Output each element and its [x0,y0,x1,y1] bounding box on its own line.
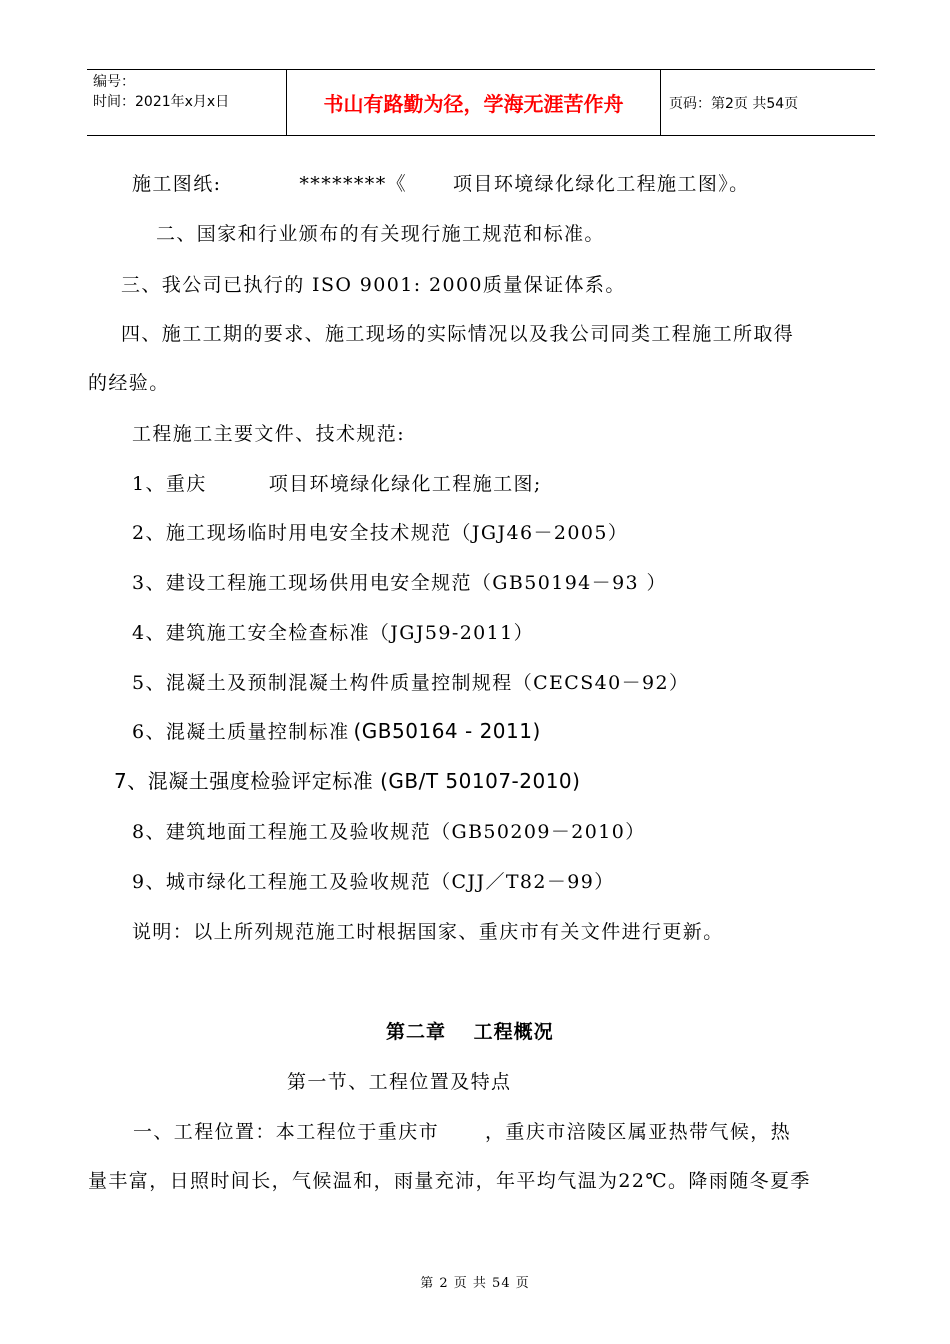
drawing-title: 项目环境绿化绿化工程施工图》。 [453,173,750,195]
spec-item-4: 4、建筑施工安全检查标准（JGJ59-2011） [132,622,535,644]
header-page-code: 页码：第2页 共54页 [669,95,799,112]
spec-heading: 工程施工主要文件、技术规范: [132,423,406,445]
page-header [87,69,875,136]
page-footer: 第 2 页 共 54 页 [420,1276,530,1291]
header-meta [87,70,287,135]
spec-item-5: 5、混凝土及预制混凝土构件质量控制规程（CECS40－92） [132,672,690,694]
spec-item-9: 9、城市绿化工程施工及验收规范（CJJ／T82－99） [132,871,615,893]
spec-note: 说明：以上所列规范施工时根据国家、重庆市有关文件进行更新。 [132,921,724,943]
drawing-line [132,172,750,196]
header-slogan: 书山有路勤为径，学海无涯苦作舟 [287,70,661,135]
spec-item-6: 6、混凝土质量控制标准 (GB50164 - 2011) [132,719,541,743]
location-paragraph: 一、工程位置：本工程位于重庆市 ，重庆市涪陵区属亚热带气候，热 [133,1121,792,1143]
spec-item-7: 7、混凝土强度检验评定标准 (GB/T 50107-2010) [114,769,581,793]
spec-item-3: 3、建设工程施工现场供用电安全规范（GB50194－93 ） [132,572,667,594]
spec-item-1: 1、重庆 项目环境绿化绿化工程施工图; [132,473,542,495]
paragraph-2: 二、国家和行业颁布的有关现行施工规范和标准。 [156,223,605,245]
time-label: 时间：2021年x月x日 [93,94,230,110]
number-label: 编号： [93,74,135,90]
drawing-label: 施工图纸: [132,173,222,195]
paragraph-4: 四、施工工期的要求、施工现场的实际情况以及我公司同类工程施工所取得 [121,323,795,345]
section-title: 第一节、工程位置及特点 [287,1071,512,1093]
location-paragraph-cont: 量丰富，日照时间长，气候温和，雨量充沛，年平均气温为22℃。降雨随冬夏季 [88,1170,811,1192]
paragraph-3: 三、我公司已执行的 ISO 9001: 2000质量保证体系。 [121,274,626,296]
spec-item-8: 8、建筑地面工程施工及验收规范（GB50209－2010） [132,821,646,843]
drawing-stars: ********《 [299,173,408,195]
paragraph-4-cont: 的经验。 [88,372,170,394]
spec-item-2: 2、施工现场临时用电安全技术规范（JGJ46－2005） [132,522,629,544]
chapter-title: 第二章 工程概况 [386,1021,554,1043]
